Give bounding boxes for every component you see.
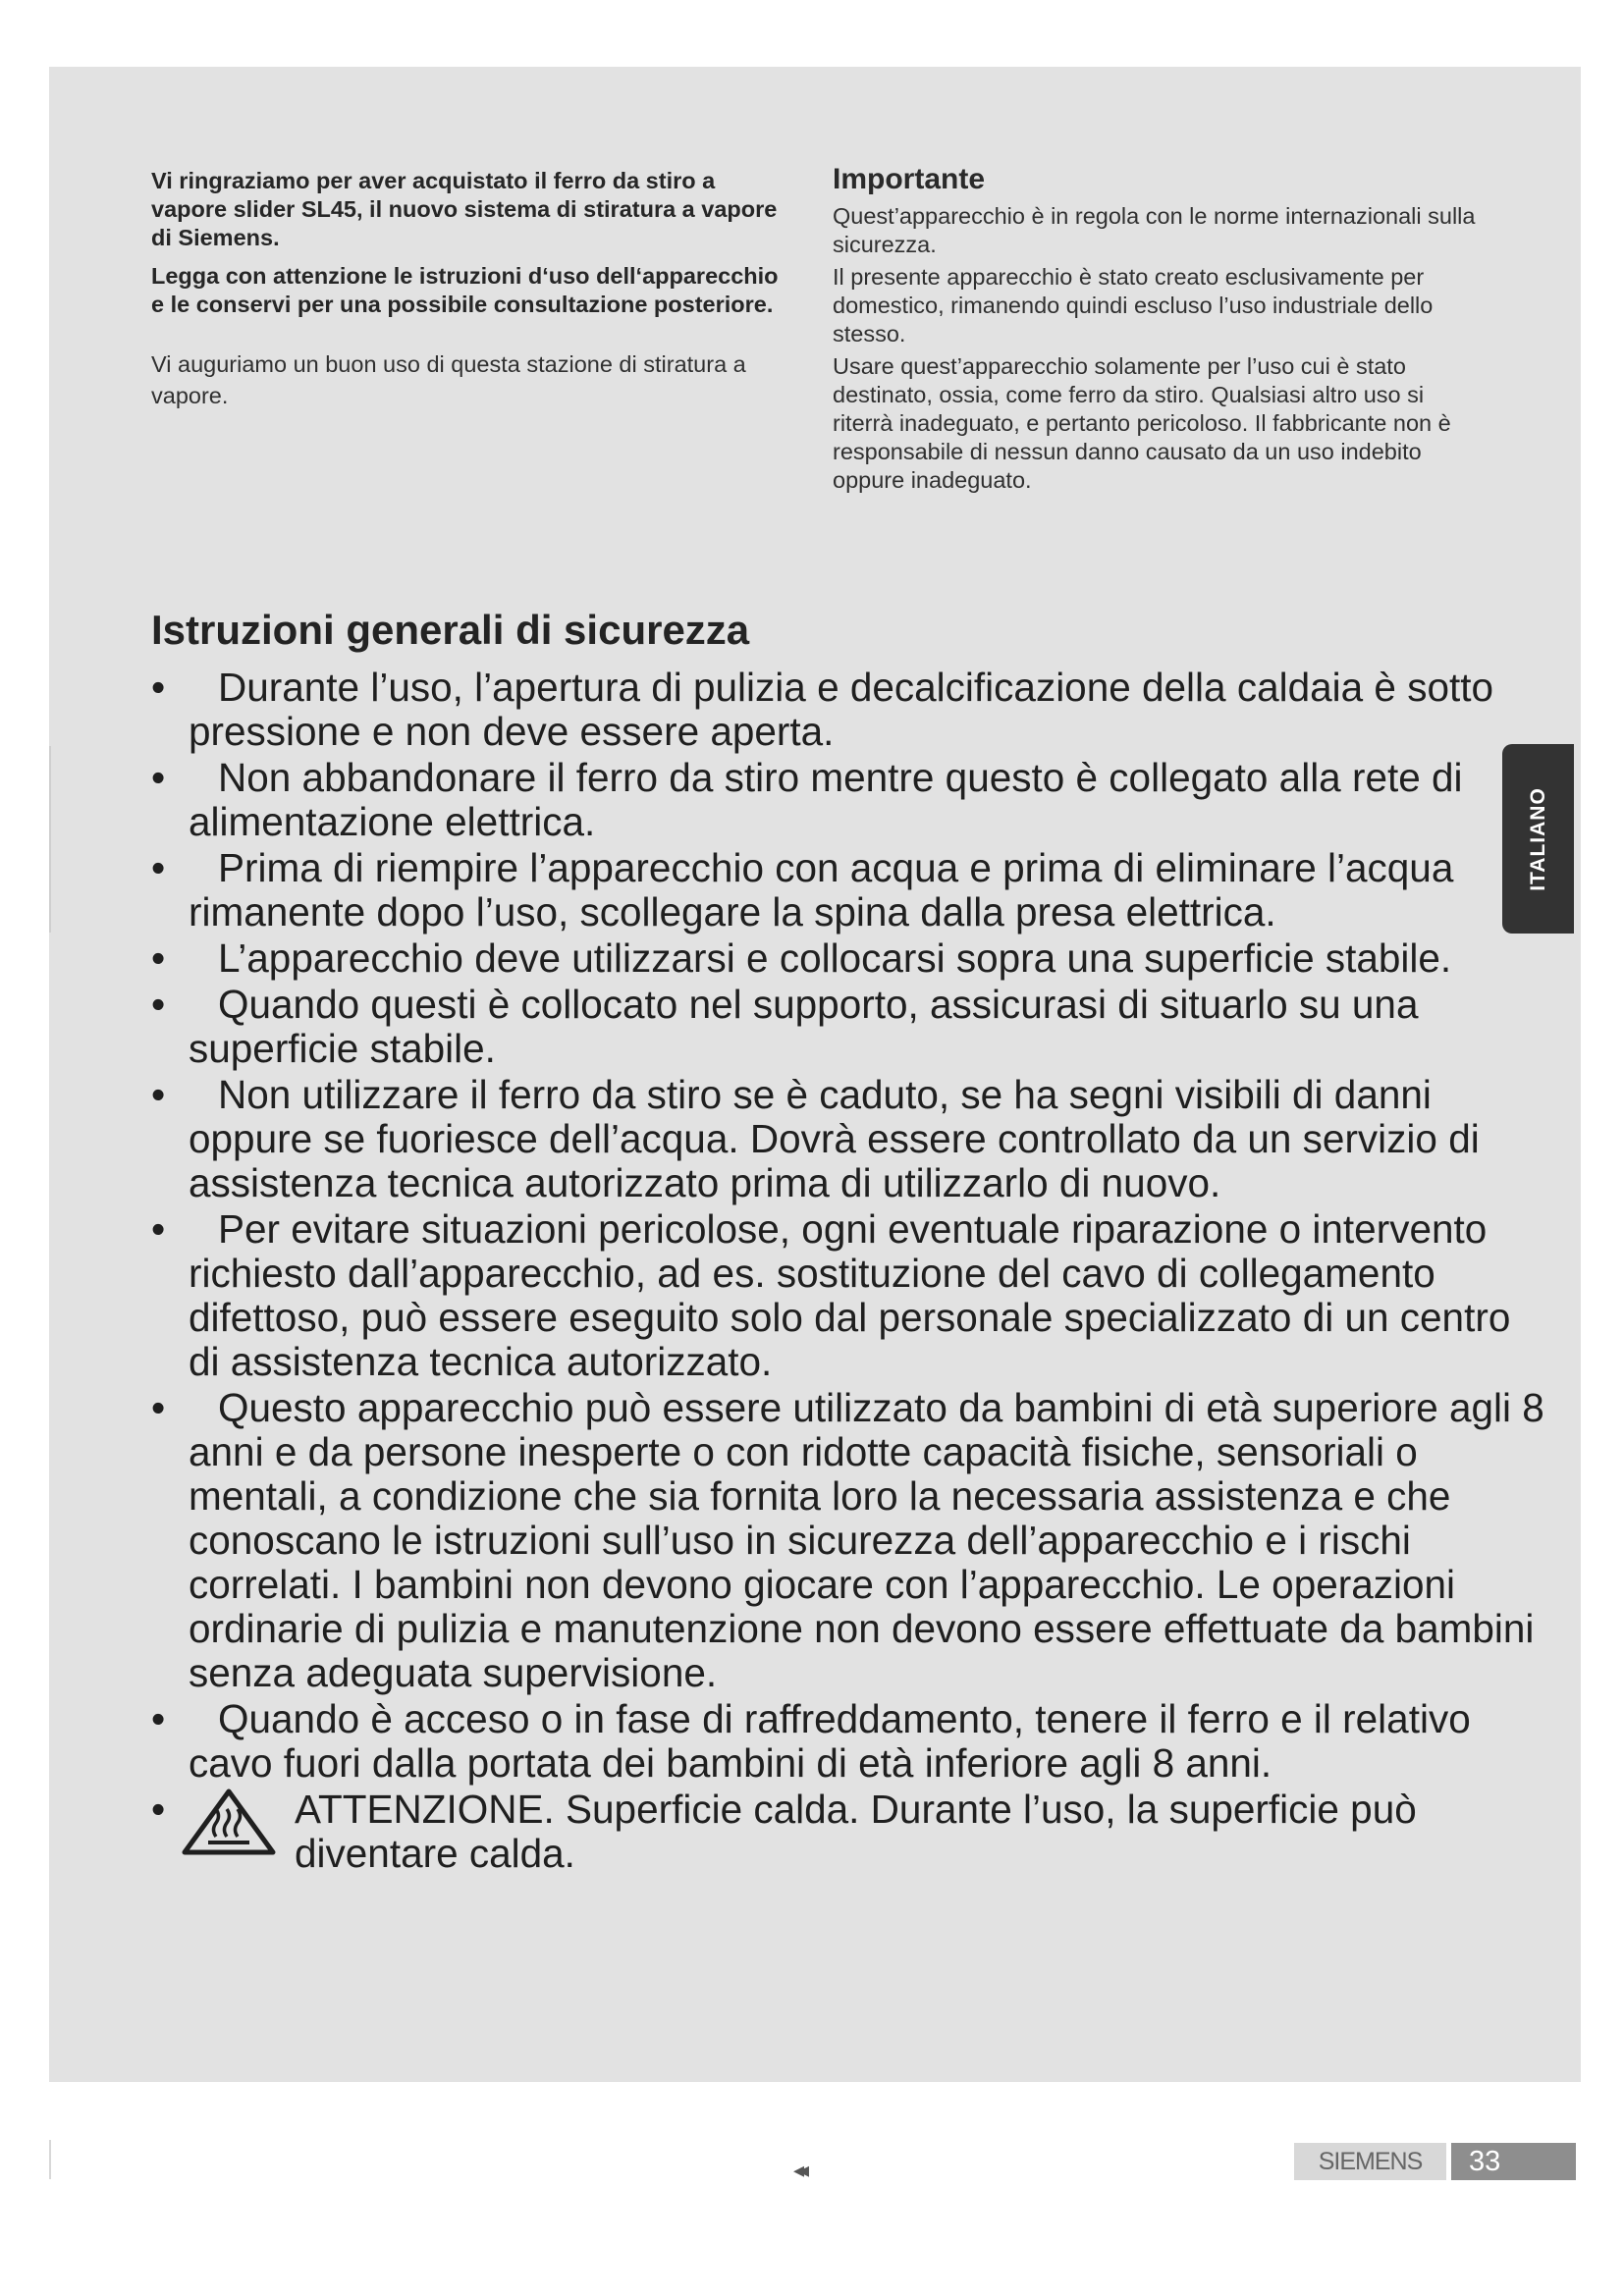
intro-left-column [151, 167, 780, 411]
important-p1: Quest’apparecchio è in regola con le norme internazionali sulla sicurezza. [833, 203, 1476, 257]
safety-item-9: • Quando è acceso o in fase di raffreddamento, tenere il ferro e il relativo cavo fuori dalla portata dei bambini di età inferiore agli 8 anni. [151, 1696, 1471, 1786]
bullet: • [151, 1787, 166, 1832]
important-p3: Usare quest’apparecchio solamente per l’uso cui è stato destinato, ossia, come ferro da stiro. Qualsiasi altro uso si riterrà inadeguato, e pertanto pericoloso. Il fabbricante non è responsabile di nessun danno causato da un uso indebito oppure inadeguato. [833, 353, 1451, 493]
important-p2: Il presente apparecchio è stato creato esclusivamente per domestico, rimanendo quindi escluso l’uso industriale dello stesso. [833, 264, 1434, 347]
brand-label: SIEMENS [1294, 2143, 1446, 2180]
safety-item-7: • Per evitare situazioni pericolose, ogni eventuale riparazione o intervento richiesto dall’apparecchio, ad es. sostituzione del cavo di collegamento difettoso, può essere eseguito solo dal personale specializzato di un centro di assistenza tecnica autorizzato. [151, 1206, 1511, 1384]
footer-left-tick [49, 2140, 51, 2179]
language-tab-label: ITALIANO [1526, 786, 1549, 891]
back-arrows-icon[interactable]: ◂◂ [793, 2158, 804, 2182]
bullet: • [151, 1385, 166, 1430]
bullet: • [151, 1206, 166, 1252]
safety-item-2: • Non abbandonare il ferro da stiro mentre questo è collegato alla rete di alimentazione elettrica. [151, 755, 1463, 844]
safety-list [151, 666, 1545, 1876]
safety-item-3: • Prima di riempire l’apparecchio con acqua e prima di eliminare l’acqua rimanente dopo l’uso, scollegare la spina dalla presa elettrica. [151, 845, 1454, 934]
safety-title: Istruzioni generali di sicurezza [151, 607, 750, 653]
bullet: • [151, 982, 166, 1027]
hot-surface-warning-icon [181, 1788, 277, 1858]
bullet: • [151, 1696, 166, 1741]
bullet: • [151, 755, 166, 800]
safety-item-1: • Durante l’uso, l’apertura di pulizia e decalcificazione della caldaia è sotto pressione e non deve essere aperta. [151, 665, 1494, 754]
left-margin-line [49, 746, 51, 933]
bullet: • [151, 1072, 166, 1117]
intro-right-column [833, 163, 1481, 499]
warning-text: ATTENZIONE. Superficie calda. Durante l’uso, la superficie può diventare calda. [295, 1787, 1417, 1876]
safety-item-5: • Quando questi è collocato nel supporto, assicurasi di situarlo su una superficie stabile. [151, 982, 1419, 1071]
bullet: • [151, 845, 166, 890]
bullet: • [151, 665, 166, 710]
safety-section [151, 607, 1545, 1878]
bullet: • [151, 935, 166, 981]
safety-item-6: • Non utilizzare il ferro da stiro se è caduto, se ha segni visibili di danni oppure se fuoriesce dell’acqua. Dovrà essere controllato da un servizio di assistenza tecnica autorizzato prima di utilizzarlo di nuovo. [151, 1072, 1480, 1205]
intro-thanks: Vi ringraziamo per aver acquistato il ferro da stiro a vapore slider SL45, il nuovo sistema di stiratura a vapore di Siemens. [151, 168, 778, 250]
important-heading: Importante [833, 163, 986, 195]
safety-item-warning [151, 1788, 1545, 1876]
safety-item-8: • Questo apparecchio può essere utilizzato da bambini di età superiore agli 8 anni e da persone inesperte o con ridotte capacità fisiche, sensoriali o mentali, a condizione che sia fornita loro la necessaria assistenza e che conoscano le istruzioni sull’uso in sicurezza dell’apparecchio e i rischi correlati. I bambini non devono giocare con l’apparecchio. Le operazioni ordinarie di pulizia e manutenzione non devono essere effettuate da bambini senza adeguata supervisione. [151, 1385, 1544, 1695]
intro-read-instructions: Legga con attenzione le istruzioni d‘uso dell‘apparecchio e le conservi per una possibile consultazione posteriore. [151, 263, 779, 317]
intro-wishes: Vi auguriamo un buon uso di questa stazione di stiratura a vapore. [151, 351, 746, 408]
page-number: 33 [1451, 2143, 1576, 2180]
language-tab [1502, 744, 1574, 934]
safety-item-4: • L’apparecchio deve utilizzarsi e collocarsi sopra una superficie stabile. [151, 935, 1452, 981]
